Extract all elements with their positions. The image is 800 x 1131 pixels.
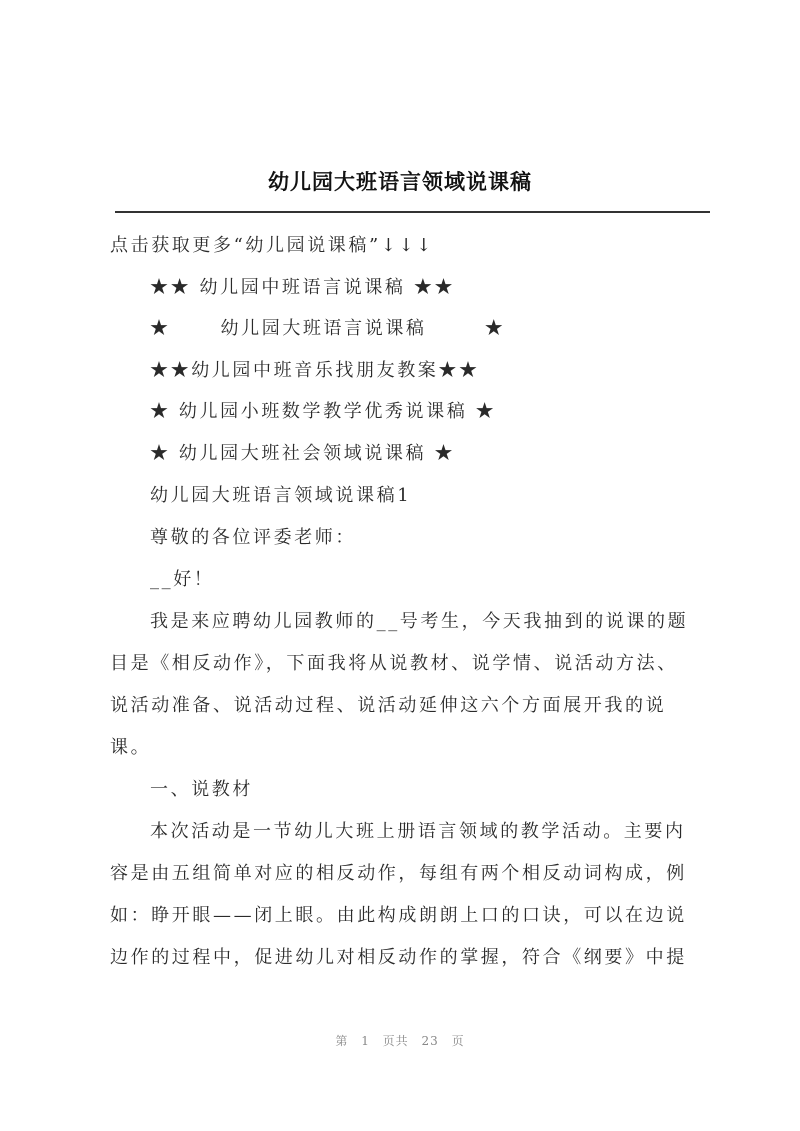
section-heading: 幼儿园大班语言领域说课稿1: [150, 485, 412, 506]
greeting: __好！: [150, 569, 215, 590]
paragraph-line: 如：睁开眼——闭上眼。由此构成朗朗上口的口诀，可以在边说: [110, 905, 687, 926]
paragraph-line: 课。: [110, 737, 152, 758]
more-link[interactable]: 点击获取更多“幼儿园说课稿”↓↓↓: [110, 235, 434, 256]
related-link[interactable]: ★★幼儿园中班音乐找朋友教案★★: [150, 360, 480, 381]
page-footer: 第 1 页共 23 页: [335, 1034, 465, 1048]
salutation: 尊敬的各位评委老师：: [150, 527, 356, 548]
related-link[interactable]: ★ 幼儿园大班语言说课稿 ★: [150, 318, 506, 339]
paragraph-line: 目是《相反动作》，下面我将从说教材、说学情、说活动方法、: [110, 653, 678, 674]
paragraph-line: 我是来应聘幼儿园教师的__号考生，今天我抽到的说课的题: [150, 611, 689, 632]
paragraph-line: 边作的过程中，促进幼儿对相反动作的掌握，符合《纲要》中提: [110, 947, 687, 968]
document-title: 幼儿园大班语言领域说课稿: [268, 170, 532, 194]
related-link[interactable]: ★★ 幼儿园中班语言说课稿 ★★: [150, 277, 456, 298]
title-divider: [115, 211, 710, 213]
paragraph-line: 本次活动是一节幼儿大班上册语言领域的教学活动。主要内: [150, 821, 686, 842]
paragraph-line: 说活动准备、说活动过程、说活动延伸这六个方面展开我的说: [110, 695, 667, 716]
related-link[interactable]: ★ 幼儿园大班社会领域说课稿 ★: [150, 443, 456, 464]
related-link[interactable]: ★ 幼儿园小班数学教学优秀说课稿 ★: [150, 401, 497, 422]
paragraph-line: 容是由五组简单对应的相反动作，每组有两个相反动词构成，例: [110, 863, 687, 884]
subheading: 一、说教材: [150, 779, 253, 800]
